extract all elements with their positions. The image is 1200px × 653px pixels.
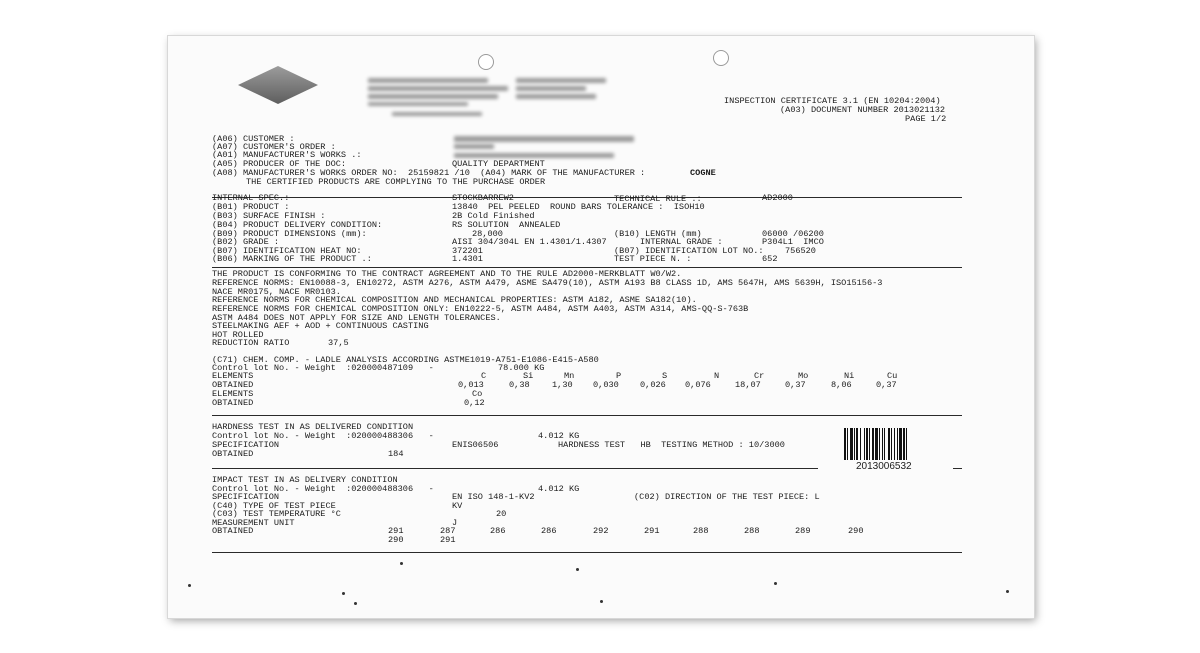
test-piece-type-label: (C40) TYPE OF TEST PIECE xyxy=(212,501,336,511)
divider xyxy=(953,468,962,469)
norms-line-1: THE PRODUCT IS CONFORMING TO THE CONTRACT AGREEMENT AND TO THE RULE AD2000-MERKBLATT W0/W2. xyxy=(212,269,682,279)
impact-spec-value: EN ISO 148-1-KV2 xyxy=(452,492,535,502)
norms-line-4: REFERENCE NORMS FOR CHEMICAL COMPOSITION AND MECHANICAL PROPERTIES: ASTM A182, ASME SA182(10). xyxy=(212,295,697,305)
test-piece-value: 652 xyxy=(762,254,778,264)
barcode-bar xyxy=(906,428,907,460)
hardness-test-method: HARDNESS TEST HB TESTING METHOD : 10/3000 xyxy=(558,440,785,450)
barcode-bar xyxy=(850,428,853,460)
element-symbol: Co xyxy=(472,389,483,399)
element-value: 0,38 xyxy=(509,380,530,390)
impact-spec-label: SPECIFICATION xyxy=(212,492,280,502)
scan-speck xyxy=(354,602,357,605)
element-symbol: Cu xyxy=(887,371,898,381)
test-temperature-label: (C03) TEST TEMPERATURE °C xyxy=(212,509,341,519)
impact-obtained-label: OBTAINED xyxy=(212,526,254,536)
surface-finish-value: 2B Cold Finished xyxy=(452,211,535,221)
surface-finish-label: (B03) SURFACE FINISH : xyxy=(212,211,326,221)
compliance-statement: THE CERTIFIED PRODUCTS ARE COMPLYING TO THE PURCHASE ORDER xyxy=(246,177,546,187)
test-piece-label: TEST PIECE N. : xyxy=(614,254,692,264)
customer-order-label: (A07) CUSTOMER'S ORDER : xyxy=(212,142,336,152)
barcode-bar xyxy=(884,428,885,460)
impact-title: IMPACT TEST IN AS DELIVERY CONDITION xyxy=(212,475,398,485)
impact-value: 292 xyxy=(593,526,609,536)
norms-line-6: ASTM A484 DOES NOT APPLY FOR SIZE AND LENGTH TOLERANCES. xyxy=(212,313,501,323)
product-value: 13840 PEL PEELED ROUND BARS TOLERANCE : ISOH10 xyxy=(452,202,705,212)
impact-value: 291 xyxy=(644,526,660,536)
divider xyxy=(212,415,962,416)
elements-label: ELEMENTS xyxy=(212,371,254,381)
chem-title: (C71) CHEM. COMP. - LADLE ANALYSIS ACCORDING ASTME1019-A751-E1086-E415-A580 xyxy=(212,355,599,365)
barcode-bar xyxy=(882,428,883,460)
heat-no-label: (B07) IDENTIFICATION HEAT NO: xyxy=(212,246,362,256)
manufacturer-mark: COGNE xyxy=(690,168,716,178)
element-value: 18,07 xyxy=(735,380,761,390)
test-piece-direction: (C02) DIRECTION OF THE TEST PIECE: L xyxy=(634,492,820,502)
element-value: 0,013 xyxy=(458,380,484,390)
barcode-bar xyxy=(860,428,861,460)
marking-label: (B06) MARKING OF THE PRODUCT .: xyxy=(212,254,372,264)
barcode-bar xyxy=(875,428,878,460)
document-number: (A03) DOCUMENT NUMBER 2013021132 xyxy=(780,105,946,115)
scan-speck xyxy=(188,584,191,587)
punch-hole xyxy=(713,50,729,66)
element-value: 0,076 xyxy=(685,380,711,390)
element-symbol: S xyxy=(662,371,668,381)
scan-speck xyxy=(342,592,345,595)
divider xyxy=(212,552,962,553)
barcode-bar xyxy=(864,428,865,460)
barcode-bar xyxy=(891,428,892,460)
element-symbol: Mo xyxy=(798,371,809,381)
reduction-ratio-value: 37,5 xyxy=(328,338,349,348)
certificate-title: INSPECTION CERTIFICATE 3.1 (EN 10204:2004) xyxy=(724,96,941,106)
certificate-sheet xyxy=(168,36,1034,618)
norms-line-8: HOT ROLLED xyxy=(212,330,264,340)
element-symbol: Si xyxy=(523,371,534,381)
delivery-condition-label: (B04) PRODUCT DELIVERY CONDITION: xyxy=(212,220,383,230)
element-symbol: Cr xyxy=(754,371,765,381)
hardness-spec-value: ENIS06506 xyxy=(452,440,499,450)
test-temperature-value: 20 xyxy=(496,509,507,519)
grade-value: AISI 304/304L EN 1.4301/1.4307 xyxy=(452,237,607,247)
element-symbol: C xyxy=(481,371,487,381)
barcode xyxy=(844,428,940,460)
obtained-label-2: OBTAINED xyxy=(212,398,254,408)
test-piece-type-value: KV xyxy=(452,501,463,511)
manufacturer-works-label: (A01) MANUFACTURER'S WORKS .: xyxy=(212,150,362,160)
lot-no-value: 756520 xyxy=(785,246,816,256)
chem-lot: Control lot No. - Weight :020000487109 - xyxy=(212,363,434,373)
element-value: 0,030 xyxy=(593,380,619,390)
element-value: 0,026 xyxy=(640,380,666,390)
hardness-title: HARDNESS TEST IN AS DELIVERED CONDITION xyxy=(212,422,414,432)
hardness-weight: 4.012 KG xyxy=(538,431,580,441)
barcode-bar xyxy=(899,428,902,460)
impact-value: 286 xyxy=(541,526,557,536)
length-value: 06000 /06200 xyxy=(762,229,824,239)
delivery-condition-value: RS SOLUTION ANNEALED xyxy=(452,220,561,230)
grade-label: (B02) GRADE : xyxy=(212,237,280,247)
barcode-bar xyxy=(854,428,855,460)
barcode-bar xyxy=(888,428,890,460)
element-symbol: Mn xyxy=(564,371,575,381)
customer-label: (A06) CUSTOMER : xyxy=(212,134,295,144)
internal-grade-value: P304L1 IMCO xyxy=(762,237,824,247)
norms-line-7: STEELMAKING AEF + AOD + CONTINUOUS CASTING xyxy=(212,321,429,331)
dimensions-value: 28,000 xyxy=(472,229,503,239)
divider xyxy=(212,468,818,469)
product-label: (B01) PRODUCT : xyxy=(212,202,290,212)
norms-line-3: NACE MR0175, NACE MR0103. xyxy=(212,287,341,297)
hardness-lot: Control lot No. - Weight :020000488306 - xyxy=(212,431,434,441)
internal-grade-label: INTERNAL GRADE : xyxy=(640,237,723,247)
element-value: 1,30 xyxy=(552,380,573,390)
internal-spec-value: STOCKBARREW2 xyxy=(452,193,514,203)
impact-weight: 4.012 KG xyxy=(538,484,580,494)
impact-value: 290 xyxy=(848,526,864,536)
impact-lot: Control lot No. - Weight :020000488306 - xyxy=(212,484,434,494)
scan-speck xyxy=(774,582,777,585)
dimensions-label: (B09) PRODUCT DIMENSIONS (mm): xyxy=(212,229,367,239)
impact-value: 288 xyxy=(693,526,709,536)
barcode-bar xyxy=(866,428,868,460)
impact-value: 291 xyxy=(388,526,404,536)
heat-no-value: 372201 xyxy=(452,246,483,256)
measurement-unit-label: MEASUREMENT UNIT xyxy=(212,518,295,528)
norms-line-5: REFERENCE NORMS FOR CHEMICAL COMPOSITION ONLY: EN10222-5, ASTM A484, ASTM A403, ASTM A314, AMS-QQ-S-763B xyxy=(212,304,749,314)
element-value: 0,12 xyxy=(464,398,485,408)
impact-value: 288 xyxy=(744,526,760,536)
element-symbol: N xyxy=(714,371,720,381)
norms-line-2: REFERENCE NORMS: EN10088-3, EN10272, ASTM A276, ASTM A479, ASME SA479(10), ASTM A193 B8 CLASS 1D, AMS 5647H, AMS 5639H, ISO15156-3 xyxy=(212,278,883,288)
technical-rule-value: AD2000 xyxy=(762,193,793,203)
barcode-bar xyxy=(879,428,880,460)
barcode-bar xyxy=(844,428,846,460)
length-label: (B10) LENGTH (mm) xyxy=(614,229,702,239)
technical-rule-label: TECHNICAL RULE .: xyxy=(614,194,702,204)
barcode-number: 2013006532 xyxy=(856,461,912,472)
element-symbol: Ni xyxy=(844,371,855,381)
impact-value: 291 xyxy=(440,535,456,545)
impact-value: 287 xyxy=(440,526,456,536)
barcode-bar xyxy=(856,428,858,460)
scan-speck xyxy=(600,600,603,603)
barcode-bar xyxy=(903,428,905,460)
marking-value: 1.4301 xyxy=(452,254,483,264)
hardness-spec-label: SPECIFICATION xyxy=(212,440,280,450)
scan-speck xyxy=(1006,590,1009,593)
barcode-bar xyxy=(869,428,870,460)
hardness-obtained-label: OBTAINED xyxy=(212,449,254,459)
divider xyxy=(212,267,962,268)
scan-speck xyxy=(576,568,579,571)
element-value: 8,06 xyxy=(831,380,852,390)
works-order-line: (A08) MANUFACTURER'S WORKS ORDER NO: 25159821 /10 (A04) MARK OF THE MANUFACTURER : xyxy=(212,168,646,178)
reduction-ratio-label: REDUCTION RATIO xyxy=(212,338,290,348)
barcode-bar xyxy=(897,428,898,460)
element-symbol: P xyxy=(616,371,622,381)
impact-value: 286 xyxy=(490,526,506,536)
impact-value: 290 xyxy=(388,535,404,545)
punch-hole xyxy=(478,54,494,70)
barcode-bar xyxy=(872,428,874,460)
producer-value: QUALITY DEPARTMENT xyxy=(452,159,545,169)
internal-spec-label: INTERNAL SPEC.: xyxy=(212,193,290,203)
barcode-bar xyxy=(894,428,895,460)
elements-label-2: ELEMENTS xyxy=(212,389,254,399)
company-logo xyxy=(236,64,320,106)
impact-value: 289 xyxy=(795,526,811,536)
element-value: 0,37 xyxy=(876,380,897,390)
measurement-unit-value: J xyxy=(452,518,458,528)
lot-no-label: (B07) IDENTIFICATION LOT NO.: xyxy=(614,246,764,256)
element-value: 0,37 xyxy=(785,380,806,390)
obtained-label: OBTAINED xyxy=(212,380,254,390)
hardness-obtained-value: 184 xyxy=(388,449,404,459)
chem-weight: 78.000 KG xyxy=(498,363,545,373)
barcode-bar xyxy=(847,428,848,460)
divider xyxy=(212,197,962,198)
scan-speck xyxy=(400,562,403,565)
producer-label: (A05) PRODUCER OF THE DOC: xyxy=(212,159,347,169)
page-number: PAGE 1/2 xyxy=(905,114,947,124)
